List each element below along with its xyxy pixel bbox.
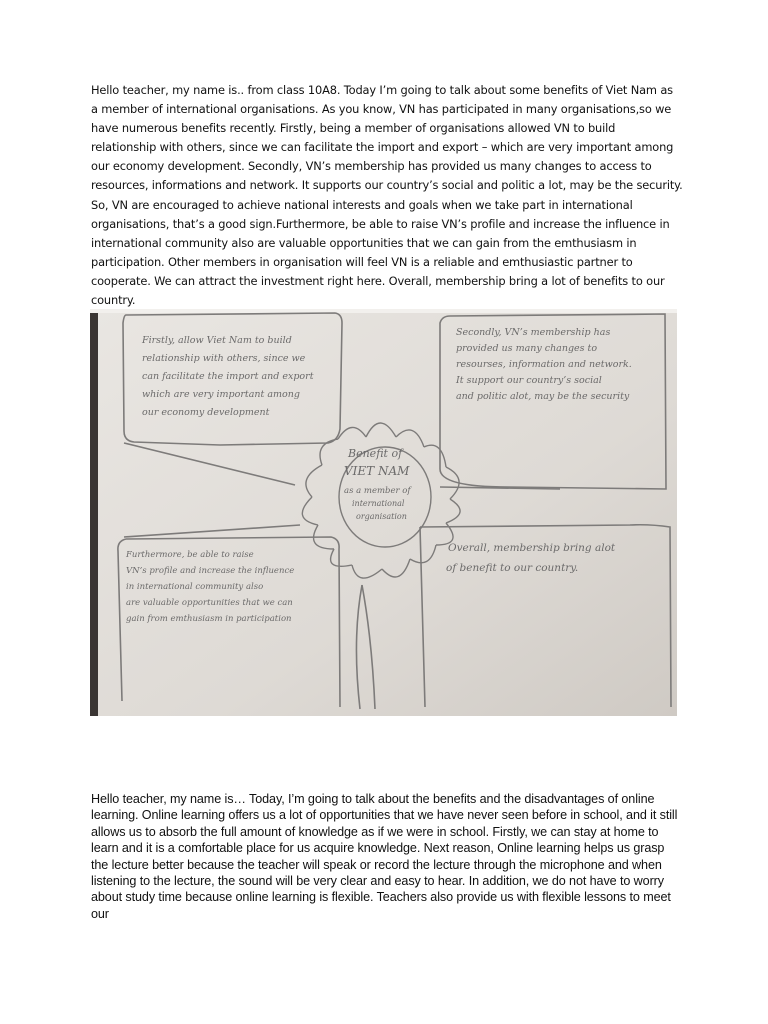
note-line: Firstly, allow Viet Nam to build	[142, 335, 292, 346]
note-line: and politic alot, may be the security	[456, 391, 630, 402]
paragraph-vietnam-benefits: Hello teacher, my name is.. from class 10A8. Today I’m going to talk about some benefits of Viet Nam as a member of international organisations. As you know, VN has participated in many organisations,so we have numerous benefits recently. Firstly, being a member of organisations allowed VN to build relationship with others, since we can facilitate the import and export – which are very important among our economy development. Secondly, VN’s membership has provided us many changes to access to resources, informations and network. It supports our country’s social and politic a lot, may be the security. So, VN are encouraged to achieve national interests and goals when we take part in international organisations, that’s a good sign.Furthermore, be able to raise VN’s profile and increase the influence in international community also are valuable opportunities that we can gain from the emthusiasm in participation. Other members in organisation will feel VN is a reliable and emthusiastic partner to cooperate. We can attract the investment right here. Overall, membership bring a lot of benefits to our country.	[91, 83, 683, 308]
note-line: It support our country’s social	[456, 375, 602, 386]
note-line: Overall, membership bring alot	[448, 542, 616, 554]
note-line: of benefit to our country.	[446, 562, 579, 574]
note-line: provided us many changes to	[456, 343, 598, 354]
center-line: VIET NAM	[344, 464, 410, 478]
note-line: Furthermore, be able to raise	[126, 550, 254, 560]
center-line: Benefit of	[348, 447, 403, 460]
center-line: international	[352, 499, 405, 508]
note-line: gain from emthusiasm in participation	[126, 614, 292, 624]
note-line: relationship with others, since we	[142, 353, 306, 364]
note-line: which are very important among	[142, 389, 300, 400]
note-line: VN’s profile and increase the influence	[126, 566, 295, 576]
note-line: are valuable opportunities that we can	[126, 598, 293, 608]
note-line: Secondly, VN’s membership has	[456, 327, 611, 338]
note-line: can facilitate the import and export	[142, 371, 314, 382]
paragraph-online-learning: Hello teacher, my name is… Today, I’m going to talk about the benefits and the disadvantages of online learning. Online learning offers us a lot of opportunities that we have never seen before in school, and it still allows us to absorb the full amount of knowledge as if we were in school. Firstly, we can stay at home to learn and it is a comfortable place for us acquire knowledge. Next reason, Online learning helps us grasp the lecture better because the teacher will speak or record the lecture through the microphone and when listening to the lecture, the sound will be very clear and easy to hear. In addition, we do not have to worry about study time because online learning is flexible. Teachers also provide us with flexible lessons to meet our	[91, 792, 678, 921]
note-line: resourses, information and network.	[456, 359, 632, 370]
center-line: as a member of	[344, 486, 411, 496]
note-line: our economy development	[142, 407, 270, 418]
sketch-drawing	[90, 309, 677, 716]
note-line: in international community also	[126, 582, 264, 592]
sketch-photo	[90, 309, 677, 716]
center-line: organisation	[356, 512, 407, 521]
